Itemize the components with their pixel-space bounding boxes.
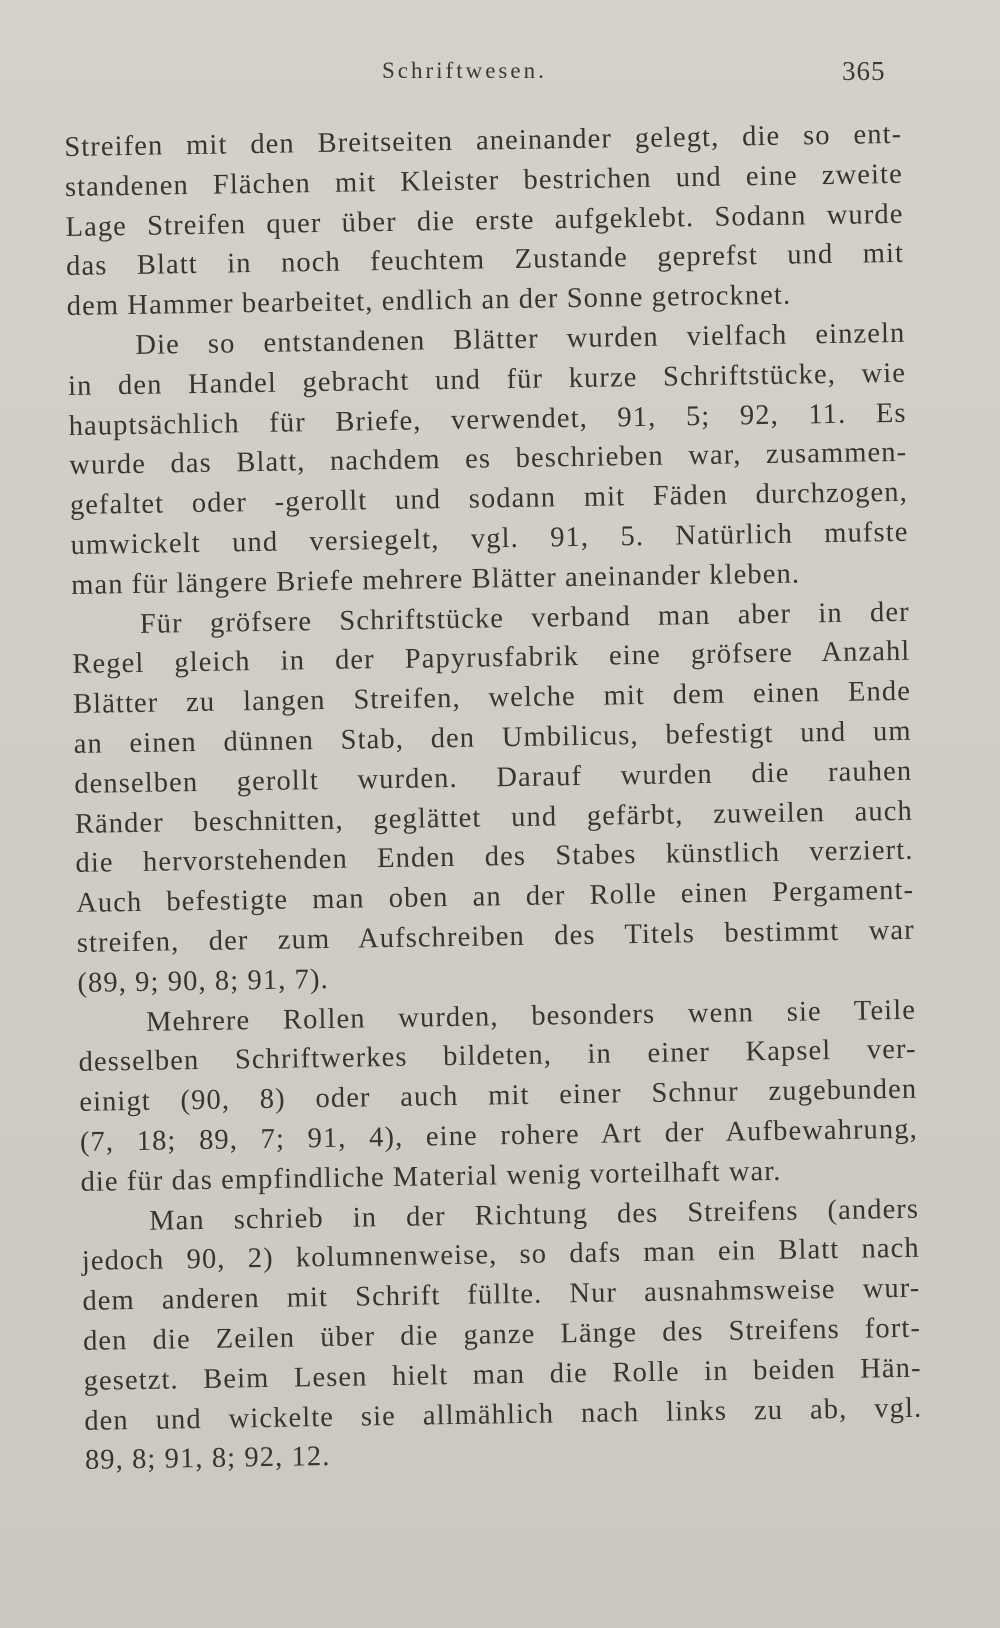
text-line: Auch befestigte man oben an der Rolle einen Pergament- (75, 874, 915, 920)
text-line: desselben Schriftwerkes bildeten, in einer Kapsel ver- (78, 1034, 917, 1079)
text-line: die für das empfindliche Material wenig vorteilhaft war. (80, 1155, 782, 1198)
text-line: gefaltet oder -gerollt und sodann mit Fäden durchzogen, (69, 476, 909, 522)
text-line: dem anderen mit Schrift füllte. Nur ausnahmsweise wur- (82, 1272, 921, 1317)
text-line: Ränder beschnitten, geglättet und gefärbt, zuweilen auch (74, 795, 914, 840)
page-header (0, 50, 1000, 90)
text-line: wurde das Blatt, nachdem es beschrieben war, zusammen- (69, 437, 908, 482)
text-line: in den Handel gebracht und für kurze Schriftstücke, wie (67, 357, 907, 402)
text-line: (7, 18; 89, 7; 91, 4), eine rohere Art der Aufbewahrung, (79, 1113, 919, 1158)
text-line: standenen Flächen mit Kleister bestrichen und eine zweite (64, 158, 904, 203)
text-line: (89, 9; 90, 8; 91, 7). (77, 963, 330, 999)
text-line: streifen, der zum Aufschreiben des Titels bestimmt war (76, 914, 915, 959)
text-line: Die so entstandenen Blätter wurden vielfach einzeln (135, 317, 906, 361)
text-line: Mehrere Rollen wurden, besonders wenn sie Teile (145, 994, 917, 1038)
text-line: Lage Streifen quer über die erste aufgeklebt. Sodann wurde (65, 198, 904, 243)
text-line: Man schrieb in der Richtung des Streifens (anders (148, 1193, 920, 1237)
running-head: Schriftwesen. (382, 58, 547, 83)
page-number: 365 (842, 56, 886, 86)
text-line: denselben gerollt wurden. Darauf wurden die rauhen (74, 755, 913, 800)
text-line: umwickelt und versiegelt, vgl. 91, 5. Natürlich mufste (70, 516, 909, 561)
text-line: Regel gleich in der Papyrusfabrik eine gröfsere Anzahl (72, 636, 911, 681)
text-line: hauptsächlich für Briefe, verwendet, 91, 5; 92, 11. Es (68, 397, 907, 442)
text-line: das Blatt in noch feuchtem Zustande geprefst und mit (65, 238, 905, 283)
text-line: den die Zeilen über die ganze Länge des Streifens fort- (82, 1312, 922, 1357)
text-line: Streifen mit den Breitseiten aneinander gelegt, die so ent- (64, 118, 903, 163)
text-line: einigt (90, 8) oder auch mit einer Schnur zugebunden (79, 1073, 918, 1119)
text-line: gesetzt. Beim Lesen hielt man die Rolle in beiden Hän- (83, 1352, 922, 1397)
text-line: dem Hammer bearbeitet, endlich an der Sonne getrocknet. (66, 279, 792, 323)
body-text (64, 115, 923, 1481)
text-line: den und wickelte sie allmählich nach links zu ab, vgl. (84, 1392, 923, 1437)
text-line: jedoch 90, 2) kolumnenweise, so dafs man ein Blatt nach (81, 1233, 920, 1278)
text-line: die hervorstehenden Enden des Stabes künstlich verziert. (75, 835, 914, 880)
text-line: Für gröfsere Schriftstücke verband man aber in der (139, 596, 910, 640)
text-line: an einen dünnen Stab, den Umbilicus, befestigt und um (73, 715, 912, 760)
text-line: 89, 8; 91, 8; 92, 12. (84, 1441, 331, 1477)
text-line: man für längere Briefe mehrere Blätter aneinander kleben. (70, 558, 801, 601)
text-line: Blätter zu langen Streifen, welche mit dem einen Ende (72, 675, 912, 721)
